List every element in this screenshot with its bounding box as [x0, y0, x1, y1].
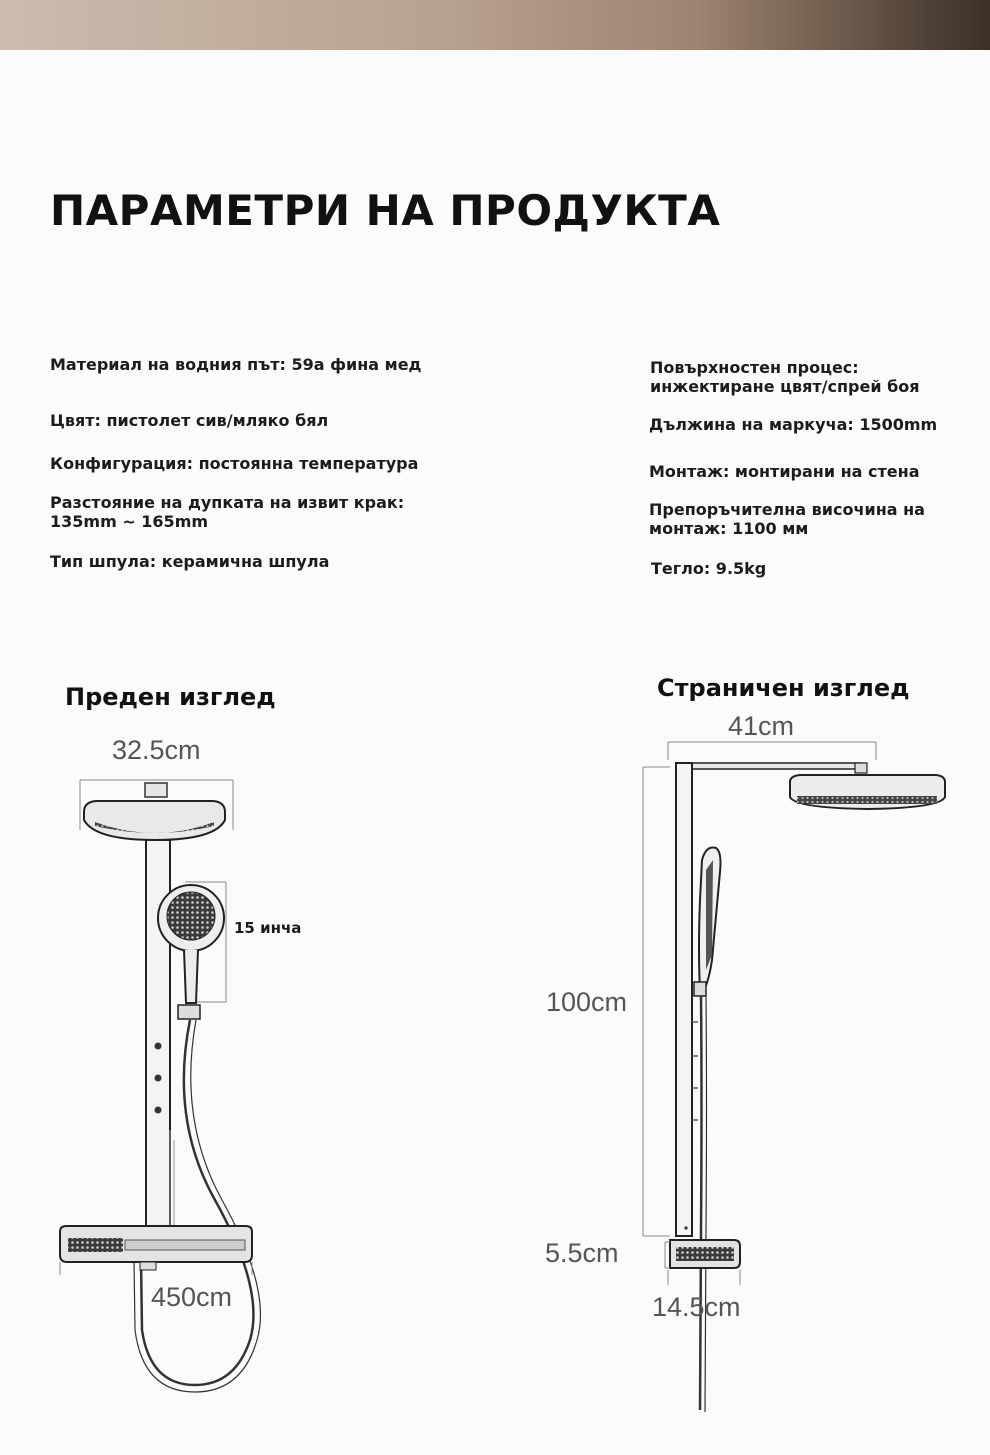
side-dim-arm-length: 41cm [728, 711, 795, 741]
front-dim-head-width: 32.5cm [112, 735, 201, 765]
spec-mounting-height: Препоръчителна височина на монтаж: 1100 мм [649, 500, 925, 538]
side-dim-shelf-depth: 14.5cm [652, 1292, 741, 1322]
front-view-title: Преден изглед [65, 683, 276, 711]
spec-configuration: Конфигурация: постоянна температура [50, 454, 419, 473]
spec-color: Цвят: пистолет сив/мляко бял [50, 411, 329, 430]
spec-installation: Монтаж: монтирани на стена [649, 462, 920, 481]
side-view-title: Страничен изглед [657, 674, 910, 702]
front-dim-handshower: 15 инча [234, 919, 302, 937]
side-dim-shelf-height: 5.5cm [545, 1238, 619, 1268]
side-dim-height: 100cm [546, 987, 628, 1017]
spec-cartridge-type: Тип шпула: керамична шпула [50, 552, 330, 571]
spec-weight: Тегло: 9.5kg [651, 559, 767, 578]
spec-surface-process: Повърхностен процес: инжектиране цвят/спрей боя [650, 358, 920, 396]
spec-water-path-material: Материал на водния път: 59а фина мед [50, 355, 422, 374]
front-dim-shelf-width: 450cm [151, 1282, 233, 1312]
spec-hose-length: Дължина на маркуча: 1500mm [649, 415, 938, 434]
spec-hole-distance: Разстояние на дупката на извит крак: 135mm ~ 165mm [50, 493, 405, 531]
page-title: ПАРАМЕТРИ НА ПРОДУКТА [50, 186, 721, 235]
